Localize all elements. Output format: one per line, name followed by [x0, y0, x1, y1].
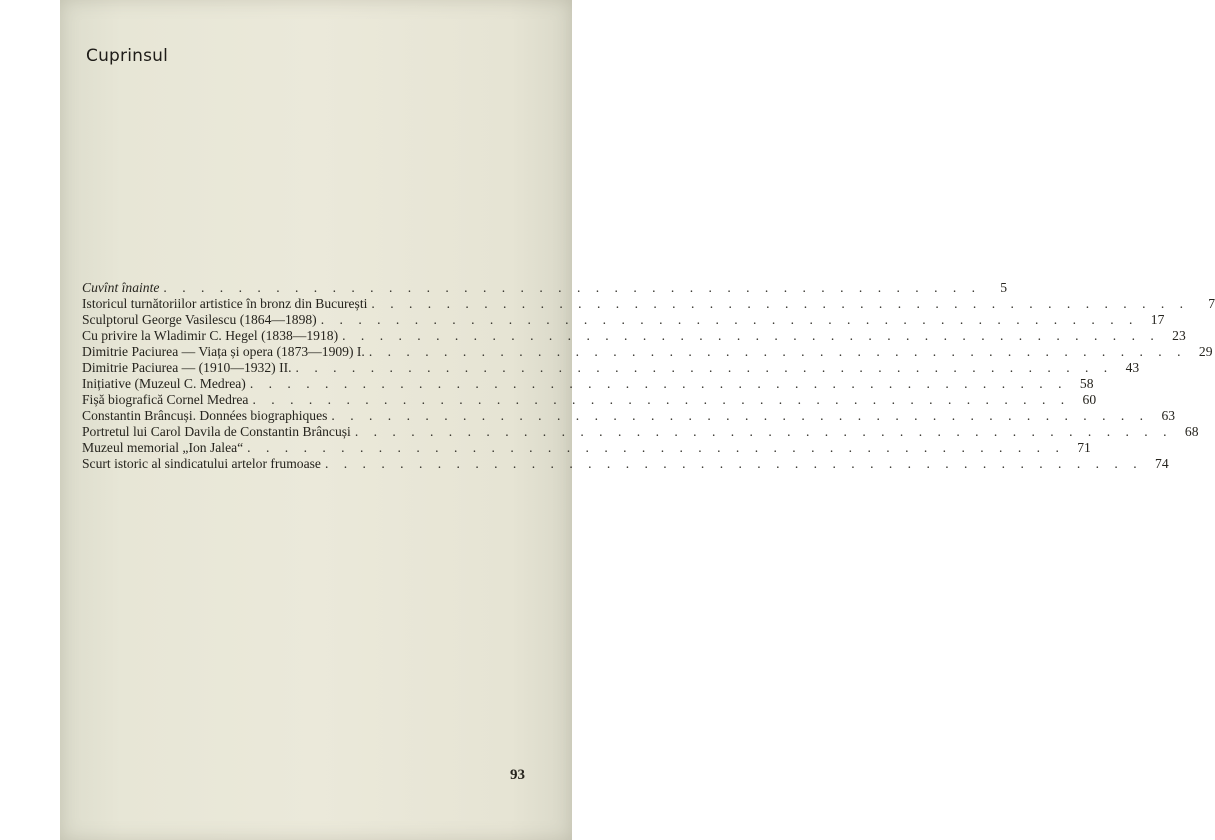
toc-entry-page: 63: [1161, 408, 1176, 423]
toc-dot-leader: [355, 424, 1173, 440]
toc-dot-leader: [247, 440, 1065, 456]
toc-entry-title: Sculptorul George Vasilescu (1864—1898): [82, 312, 317, 327]
toc-entry-title: Cuvînt înainte: [82, 280, 160, 295]
toc-entry: [82, 456, 1169, 472]
toc-entry: [82, 328, 1186, 344]
toc-dot-leader: [163, 280, 981, 296]
toc-entry-page: 5: [1000, 280, 1008, 295]
toc-entry: [82, 360, 1140, 376]
page-number: 93: [510, 767, 525, 783]
toc-entry-page: 23: [1172, 328, 1186, 343]
toc-entry-page: 68: [1184, 424, 1199, 439]
book-page: [60, 0, 1215, 840]
toc-dot-leader: [331, 408, 1149, 424]
toc-entry-page: 17: [1150, 312, 1165, 327]
toc-dot-leader: [252, 392, 1070, 408]
toc-entry-page: 71: [1077, 440, 1091, 455]
toc-entry-page: 43: [1125, 360, 1140, 375]
table-of-contents: [82, 280, 1215, 472]
toc-entry-title: Inițiative (Muzeul C. Medrea): [82, 376, 246, 391]
toc-entry: [82, 392, 1097, 408]
toc-entry-title: Cu privire la Wladimir C. Hegel (1838—1918): [82, 328, 339, 343]
toc-dot-leader: [369, 344, 1187, 360]
page-title: Cuprinsul: [86, 46, 169, 66]
toc-entry: [82, 280, 1008, 296]
toc-entry: [82, 376, 1094, 392]
toc-entry-page: 60: [1082, 392, 1097, 407]
toc-entry-page: 7: [1208, 296, 1215, 311]
toc-dot-leader: [342, 328, 1160, 344]
toc-entry-title: Muzeul memorial „Ion Jalea“: [82, 440, 244, 455]
toc-dot-leader: [325, 456, 1143, 472]
toc-dot-leader: [296, 360, 1114, 376]
toc-entry-page: 58: [1079, 376, 1094, 391]
toc-entry: [82, 296, 1215, 312]
toc-entry: [82, 440, 1091, 456]
toc-entry-page: 29: [1198, 344, 1213, 359]
toc-entry-title: Dimitrie Paciurea — (1910—1932) II.: [82, 360, 292, 375]
toc-entry: [82, 424, 1199, 440]
toc-entry: [82, 344, 1213, 360]
toc-dot-leader: [371, 296, 1189, 312]
toc-entry: [82, 312, 1165, 328]
toc-entry-title: Dimitrie Paciurea — Viața și opera (1873—1909) I.: [82, 344, 365, 359]
toc-entry: [82, 408, 1176, 424]
toc-entry-title: Fișă biografică Cornel Medrea: [82, 392, 249, 407]
toc-dot-leader: [250, 376, 1068, 392]
toc-dot-leader: [321, 312, 1139, 328]
toc-entry-title: Scurt istoric al sindicatului artelor frumoase: [82, 456, 321, 471]
toc-entry-page: 74: [1155, 456, 1169, 471]
toc-entry-title: Istoricul turnătoriilor artistice în bronz din București: [82, 296, 368, 311]
toc-entry-title: Portretul lui Carol Davila de Constantin Brâncuși: [82, 424, 351, 439]
toc-entry-title: Constantin Brâncuși. Données biographiques: [82, 408, 328, 423]
